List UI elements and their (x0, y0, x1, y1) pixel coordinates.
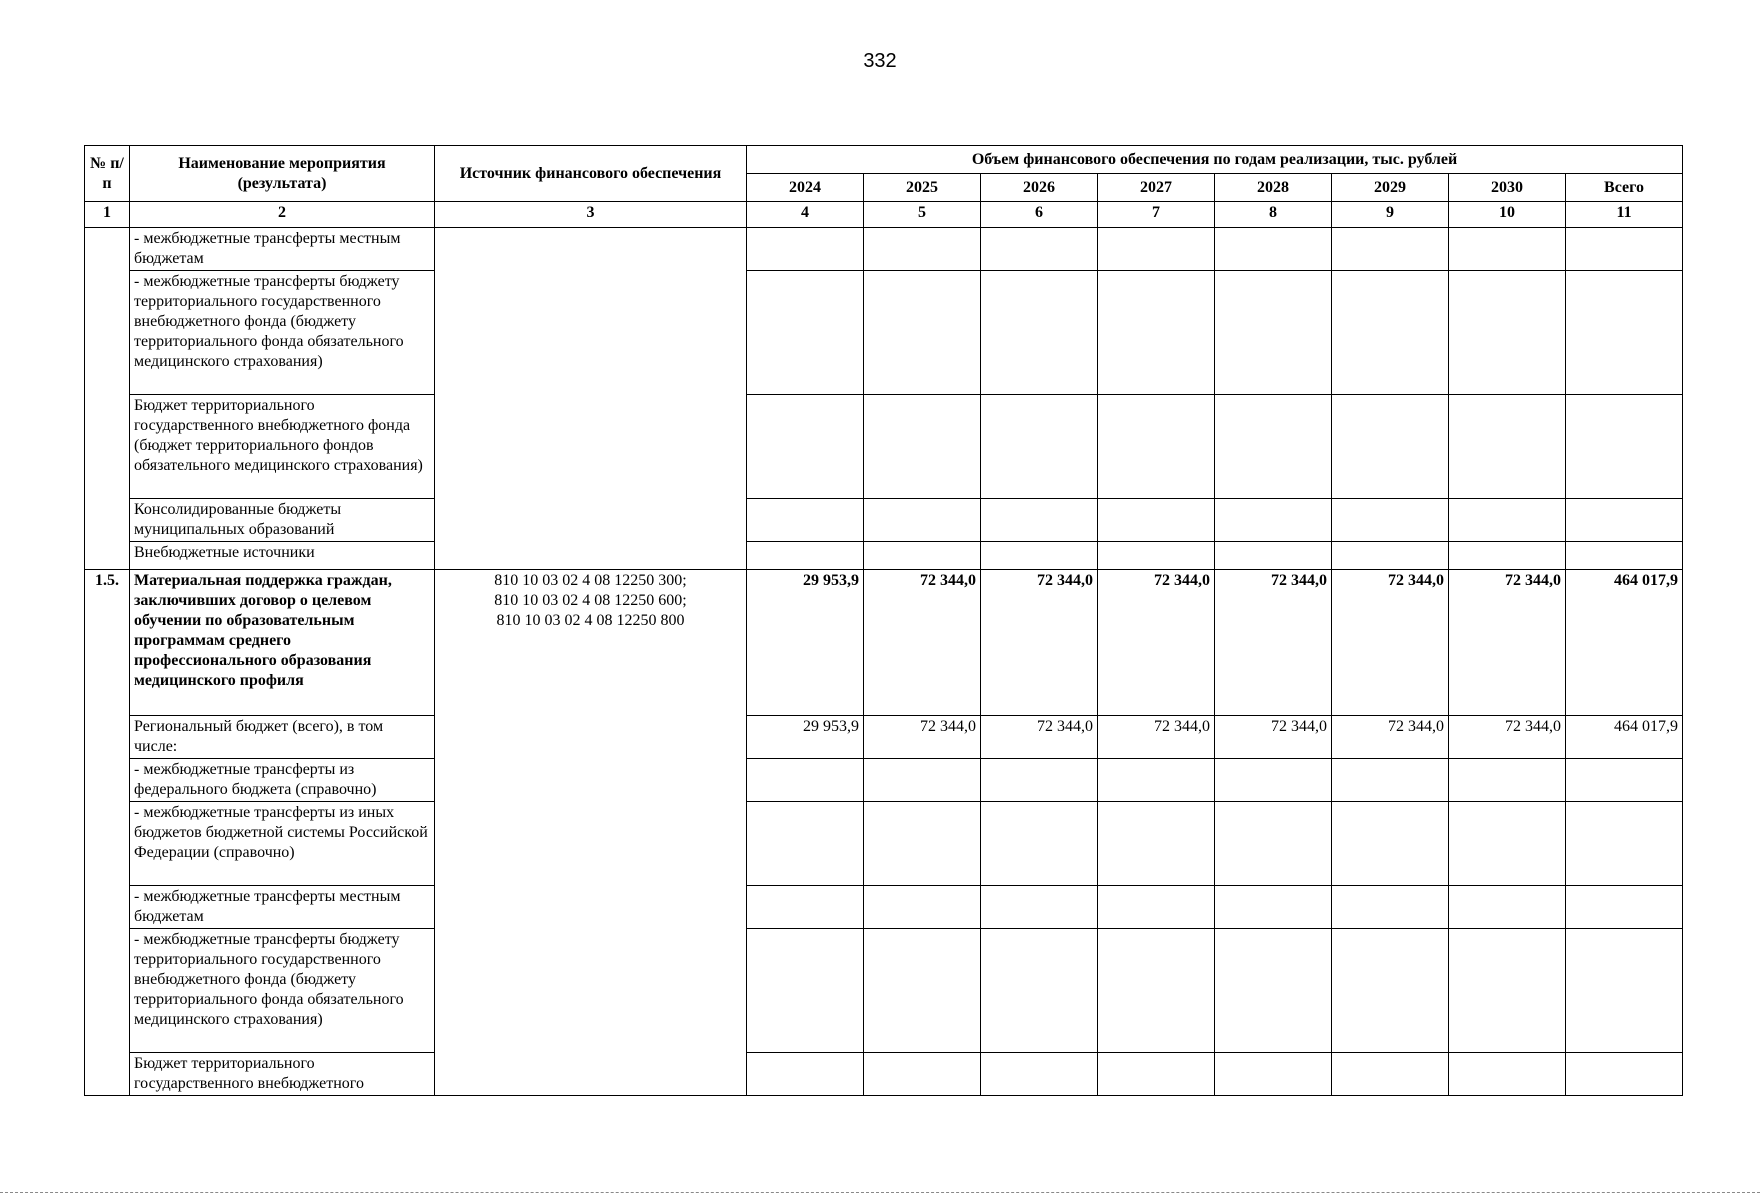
item-index: 1.5. (85, 570, 130, 1096)
row-name: - межбюджетные трансферты из федерального бюджета (справочно) (130, 759, 435, 802)
value-2028: 72 344,0 (1215, 570, 1332, 716)
source-code-line: 810 10 03 02 4 08 12250 800 (496, 612, 685, 629)
value-2028: 72 344,0 (1215, 716, 1332, 759)
value-2030: 72 344,0 (1449, 716, 1566, 759)
value-2024: 29 953,9 (747, 570, 864, 716)
table-row (85, 1053, 1683, 1096)
value-2026: 72 344,0 (981, 570, 1098, 716)
source-cell-empty (435, 228, 747, 570)
table-row-title (85, 570, 1683, 716)
column-number: 1 (85, 202, 130, 228)
row-name: - межбюджетные трансферты местным бюджетам (130, 886, 435, 929)
value-2029: 72 344,0 (1332, 716, 1449, 759)
row-name: - межбюджетные трансферты бюджету территориального государственного внебюджетного фонда (бюджету территориального фонда обязательного медицинского страхования) (130, 271, 435, 395)
value-2026: 72 344,0 (981, 716, 1098, 759)
page-number: 332 (863, 50, 897, 72)
table-row (85, 929, 1683, 1053)
row-name: - межбюджетные трансферты из иных бюджетов бюджетной системы Российской Федерации (справочно) (130, 802, 435, 886)
row-name: Бюджет территориального государственного внебюджетного фонда (бюджет территориального фондов обязательного медицинского страхования) (130, 395, 435, 499)
column-number: 9 (1332, 202, 1449, 228)
value-2024: 29 953,9 (747, 716, 864, 759)
source-code-line: 810 10 03 02 4 08 12250 300; (494, 572, 687, 589)
row-name: - межбюджетные трансферты бюджету территориального государственного внебюджетного фонда (бюджету территориального фонда обязательного медицинского страхования) (130, 929, 435, 1053)
table-row (85, 499, 1683, 542)
column-number: 6 (981, 202, 1098, 228)
financing-table (84, 145, 1683, 1096)
column-number: 8 (1215, 202, 1332, 228)
column-number: 5 (864, 202, 981, 228)
row-name: - межбюджетные трансферты местным бюджетам (130, 228, 435, 271)
header-name: Наименование мероприятия (результата) (130, 146, 435, 202)
header-year: 2029 (1332, 174, 1449, 202)
header-source: Источник финансового обеспечения (435, 146, 747, 202)
row-name: Региональный бюджет (всего), в том числе: (130, 716, 435, 759)
header-total: Всего (1566, 174, 1683, 202)
table-row (85, 271, 1683, 395)
header-year: 2026 (981, 174, 1098, 202)
header-year: 2030 (1449, 174, 1566, 202)
source-code-line: 810 10 03 02 4 08 12250 600; (494, 592, 687, 609)
value-2030: 72 344,0 (1449, 570, 1566, 716)
header-year: 2025 (864, 174, 981, 202)
row-name: Внебюджетные источники (130, 542, 435, 570)
table-row (85, 716, 1683, 759)
column-number: 3 (435, 202, 747, 228)
table-row (85, 542, 1683, 570)
header-year: 2028 (1215, 174, 1332, 202)
item-title: Материальная поддержка граждан, заключивших договор о целевом обучении по образовательным программам среднего профессионального образования медицинского профиля (130, 570, 435, 716)
value-total: 464 017,9 (1566, 716, 1683, 759)
value-total: 464 017,9 (1566, 570, 1683, 716)
table-row (85, 759, 1683, 802)
header-year: 2024 (747, 174, 864, 202)
row-name: Консолидированные бюджеты муниципальных образований (130, 499, 435, 542)
value-2027: 72 344,0 (1098, 716, 1215, 759)
table-row (85, 228, 1683, 271)
header-num: № п/п (85, 146, 130, 202)
header-year: 2027 (1098, 174, 1215, 202)
column-number: 11 (1566, 202, 1683, 228)
column-number: 4 (747, 202, 864, 228)
column-number: 10 (1449, 202, 1566, 228)
header-volume: Объем финансового обеспечения по годам реализации, тыс. рублей (747, 146, 1683, 174)
scan-edge-line (0, 1192, 1760, 1194)
table-row (85, 395, 1683, 499)
source-codes (435, 570, 747, 1096)
value-2025: 72 344,0 (864, 716, 981, 759)
row-name: Бюджет территориального государственного внебюджетного (130, 1053, 435, 1096)
value-2027: 72 344,0 (1098, 570, 1215, 716)
table-row (85, 886, 1683, 929)
index-cell-empty (85, 228, 130, 570)
table-row (85, 802, 1683, 886)
value-2029: 72 344,0 (1332, 570, 1449, 716)
column-number: 2 (130, 202, 435, 228)
column-number: 7 (1098, 202, 1215, 228)
value-2025: 72 344,0 (864, 570, 981, 716)
